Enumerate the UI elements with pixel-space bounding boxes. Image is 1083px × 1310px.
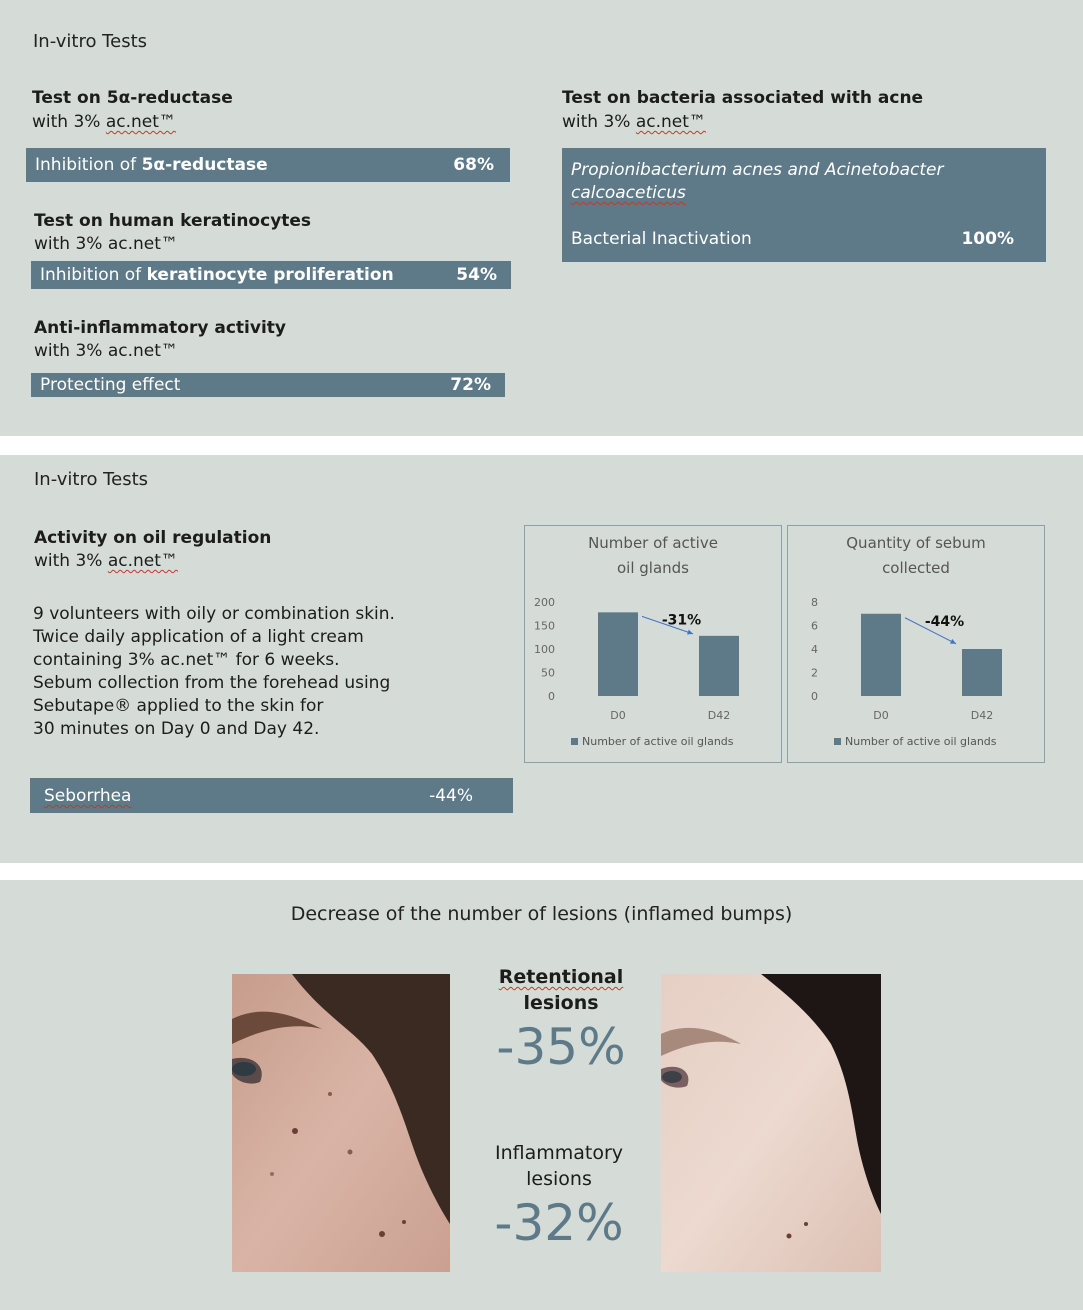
chart-title-line1: Quantity of sebum	[846, 534, 986, 552]
x-tick-label: D42	[970, 709, 994, 722]
chart-title-line1: Number of active	[588, 534, 718, 552]
section-title: In-vitro Tests	[34, 469, 149, 490]
description-line: 9 volunteers with oily or combination skin.	[33, 604, 395, 624]
inflammatory-value: -32%	[494, 1194, 624, 1252]
trend-arrow-head	[687, 630, 693, 635]
test-bacteria-subtitle: with 3% ac.net™	[562, 112, 706, 132]
y-tick-label: 150	[534, 619, 555, 633]
test-keratinocytes-subtitle: with 3% ac.net™	[34, 234, 178, 254]
in-vitro-panel-2	[0, 455, 1083, 863]
y-tick-label: 200	[534, 596, 555, 609]
legend-label: Number of active oil glands	[845, 735, 997, 748]
anti-inflammatory-subtitle: with 3% ac.net™	[34, 341, 178, 361]
chart-plot	[525, 526, 783, 764]
y-tick-label: 4	[811, 643, 818, 656]
x-tick-label: D0	[610, 709, 626, 722]
retentional-label: Retentional lesions	[498, 966, 624, 1014]
y-tick-label: 0	[548, 690, 555, 703]
test-bacteria-title: Test on bacteria associated with acne	[562, 88, 924, 108]
description-line: containing 3% ac.net™ for 6 weeks.	[33, 650, 340, 670]
after-face-photo	[661, 974, 881, 1272]
in-vitro-panel-1	[0, 0, 1083, 436]
percent-change-label: -44%	[924, 613, 965, 630]
y-tick-label: 8	[811, 596, 818, 609]
chart-active-oil-glands	[524, 525, 782, 763]
legend-label: Number of active oil glands	[582, 735, 734, 748]
y-tick-label: 100	[534, 643, 555, 656]
bacterial-inactivation-box	[562, 148, 1046, 262]
y-tick-label: 0	[811, 690, 818, 703]
inhibition-5a-reductase-bar: Inhibition of 5α-reductase 68%	[26, 148, 510, 182]
inflammatory-label: Inflammatory lesions	[494, 1142, 624, 1190]
test-5a-reductase-title: Test on 5α-reductase	[32, 88, 233, 108]
y-tick-label: 50	[541, 666, 555, 680]
seborrhea-bar: Seborrhea -44%	[30, 778, 513, 813]
before-face-photo	[232, 974, 450, 1272]
x-tick-label: D42	[707, 709, 731, 722]
percent-change-label: -31%	[661, 612, 702, 629]
bacteria-species-line1: Propionibacterium acnes and Acinetobacter	[571, 160, 944, 180]
inhibition-keratinocyte-bar: Inhibition of keratinocyte proliferation 54%	[31, 261, 511, 289]
description-line: Twice daily application of a light cream	[33, 627, 364, 647]
oil-regulation-subtitle: with 3% ac.net™	[34, 551, 178, 571]
section-title: In-vitro Tests	[33, 31, 148, 52]
description-line: Sebum collection from the forehead using	[33, 673, 391, 693]
retentional-value: -35%	[496, 1018, 626, 1076]
bacteria-species-line2: calcoaceticus	[571, 183, 686, 203]
bar	[962, 649, 1002, 696]
description-line: Sebutape® applied to the skin for	[33, 696, 324, 716]
bar	[861, 614, 901, 696]
chart-sebum-quantity	[787, 525, 1045, 763]
y-tick-label: 2	[811, 666, 818, 680]
oil-regulation-title: Activity on oil regulation	[34, 528, 272, 548]
description-line: 30 minutes on Day 0 and Day 42.	[33, 719, 320, 739]
lesions-title: Decrease of the number of lesions (inflamed bumps)	[290, 903, 793, 925]
study-description	[33, 603, 395, 741]
bar	[598, 612, 638, 696]
bar	[699, 636, 739, 696]
y-tick-label: 6	[811, 619, 818, 633]
chart-title-line2: collected	[882, 559, 950, 577]
protecting-effect-bar: Protecting effect 72%	[31, 373, 505, 397]
chart-plot	[788, 526, 1046, 764]
legend-swatch	[571, 738, 578, 745]
legend-swatch	[834, 738, 841, 745]
chart-title-line2: oil glands	[616, 559, 689, 577]
x-tick-label: D0	[873, 709, 889, 722]
lesions-panel	[0, 880, 1083, 1310]
anti-inflammatory-title: Anti-inflammatory activity	[34, 318, 286, 338]
bacterial-inactivation-label: Bacterial Inactivation	[571, 229, 752, 249]
test-5a-reductase-subtitle: with 3% ac.net™	[32, 112, 176, 132]
bacterial-inactivation-value: 100%	[961, 229, 1014, 249]
test-keratinocytes-title: Test on human keratinocytes	[34, 211, 312, 231]
